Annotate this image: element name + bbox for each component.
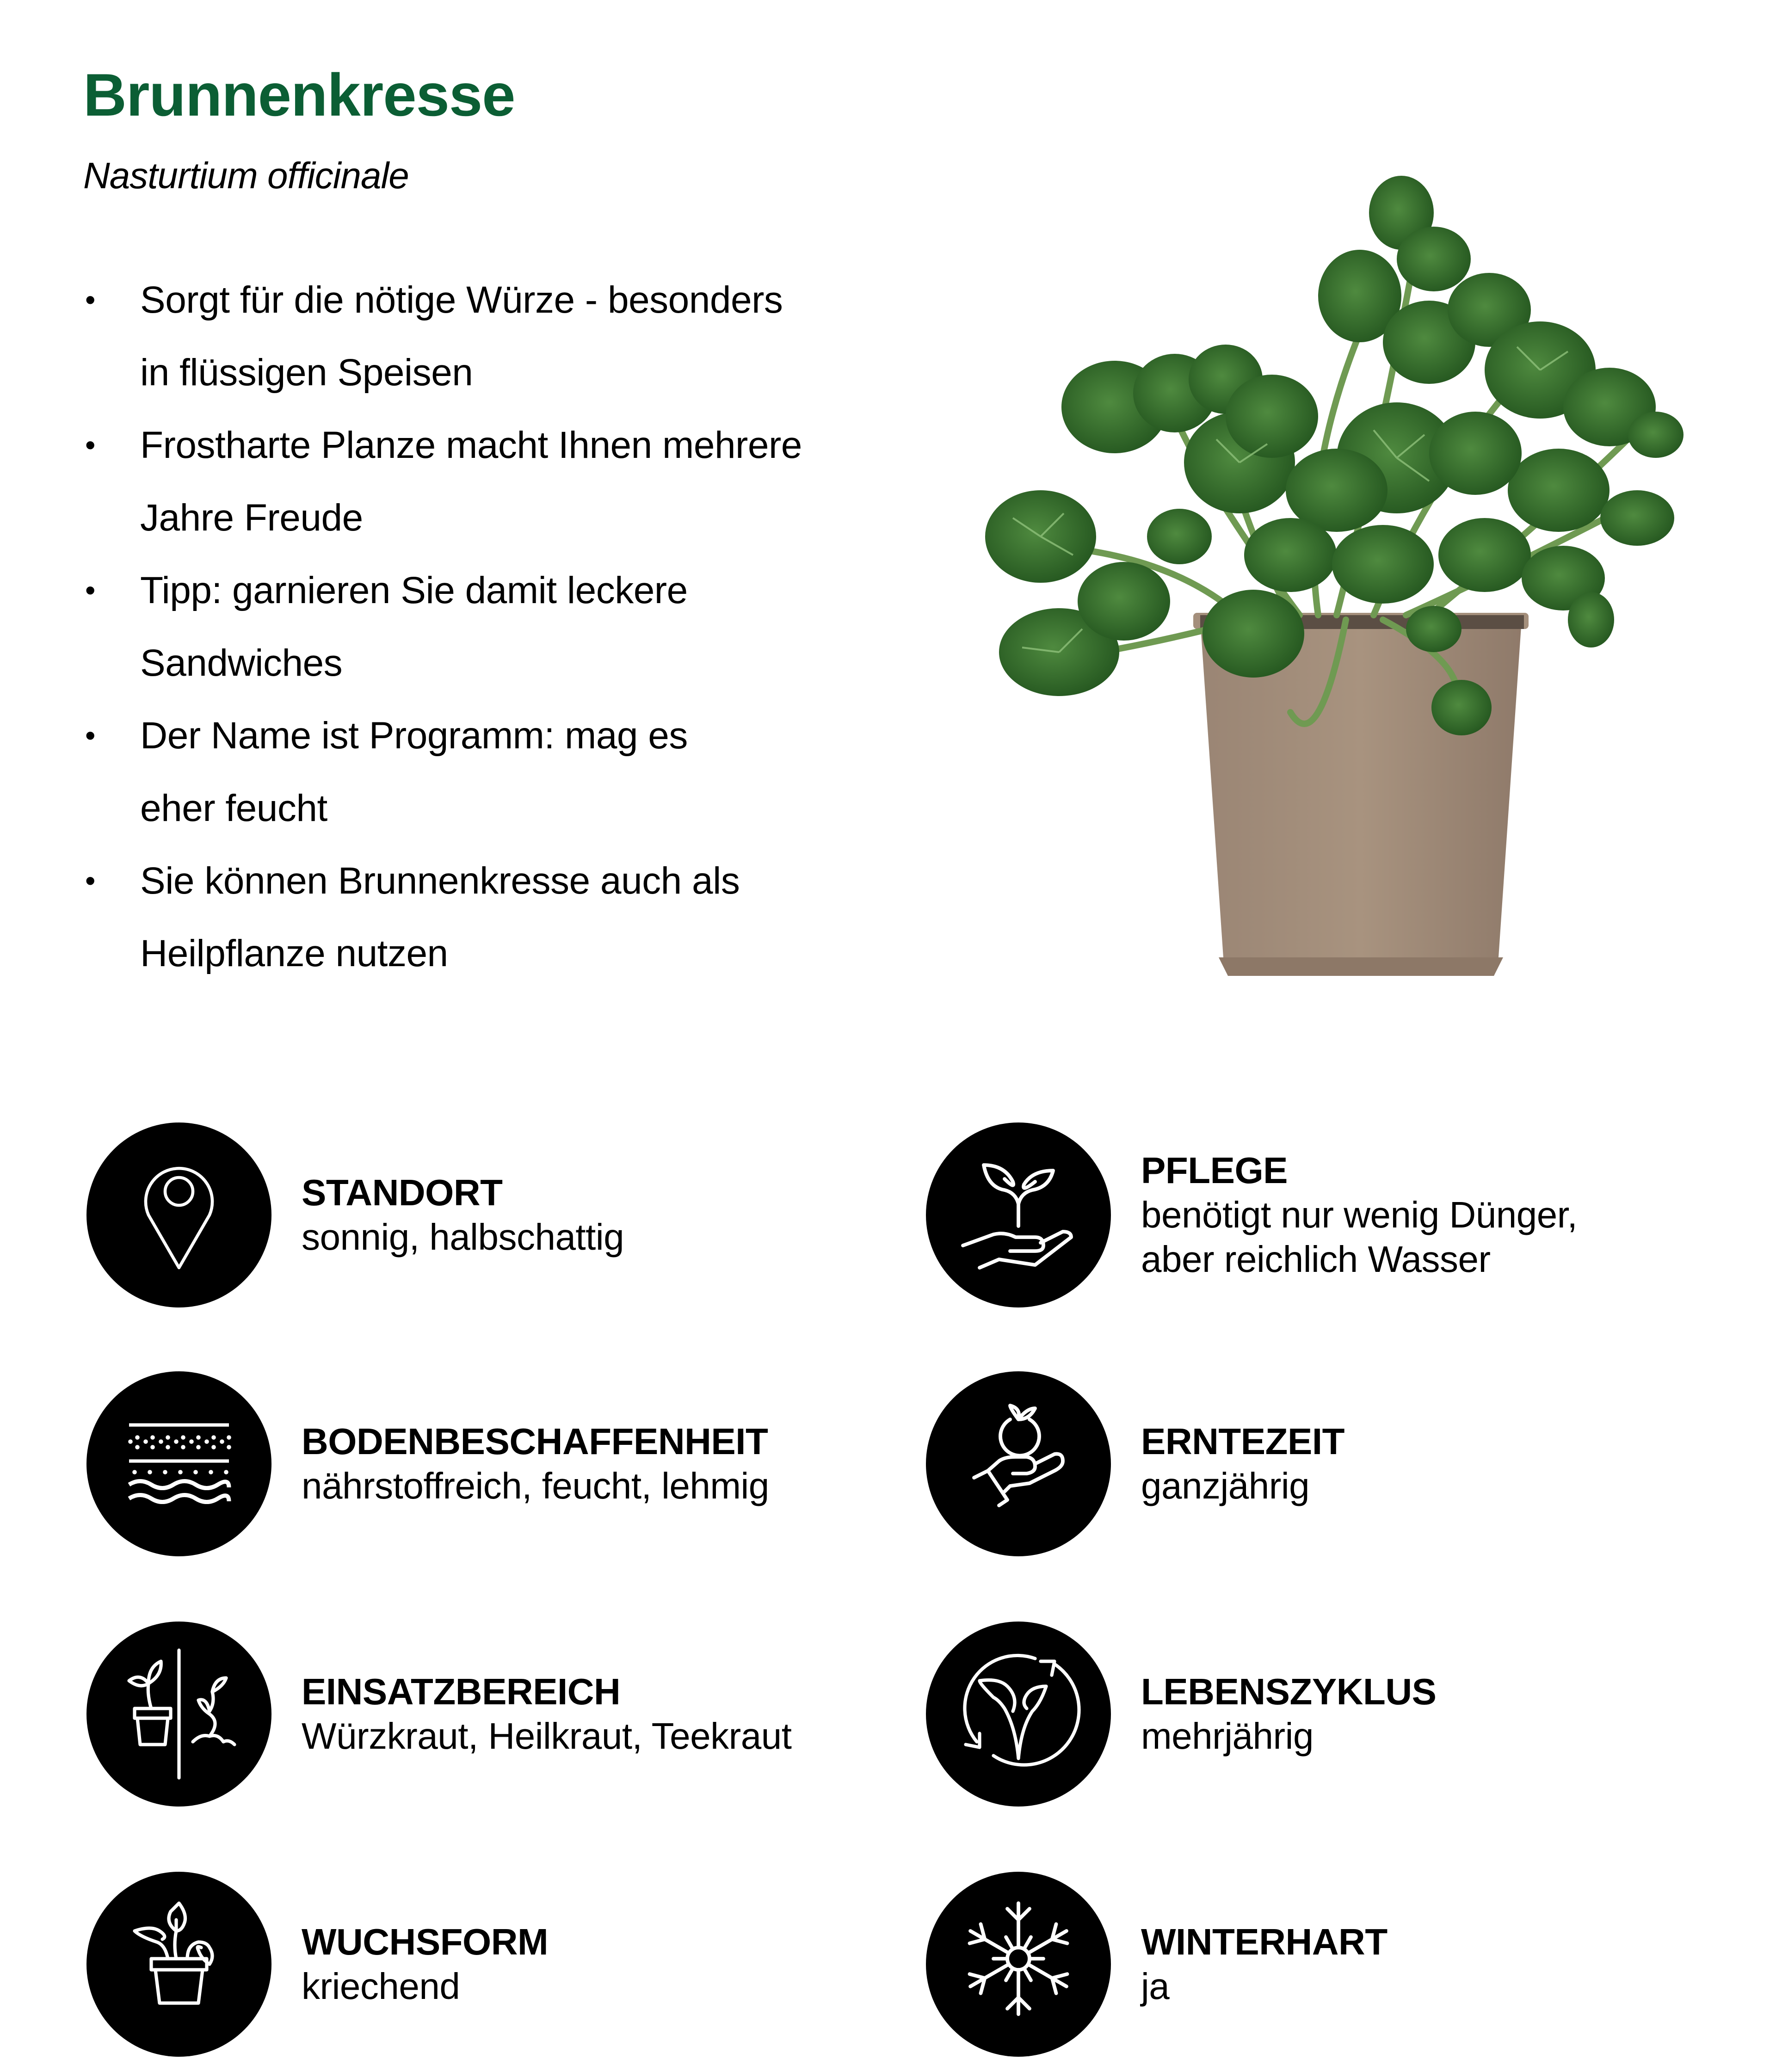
lifecycle-sprout-icon xyxy=(926,1622,1111,1807)
bullet-item-continuation: Sandwiches xyxy=(140,642,343,684)
feature-heading: WINTERHART xyxy=(1141,1921,1388,1962)
feature-lebenszyklus xyxy=(926,1622,1712,1807)
latin-name: Nasturtium officinale xyxy=(83,155,409,196)
feature-bullet-list xyxy=(83,264,870,990)
feature-heading: ERNTEZEIT xyxy=(1141,1421,1344,1462)
feature-bodenbeschaffenheit xyxy=(86,1371,873,1556)
feature-standort xyxy=(86,1122,873,1307)
bullet-item: • Der Name ist Programm: mag es xyxy=(83,699,870,772)
feature-value-line2: aber reichlich Wasser xyxy=(1141,1239,1491,1280)
bullet-dot-icon: • xyxy=(85,283,95,316)
product-title: Brunnenkresse xyxy=(83,61,515,129)
bullet-dot-icon: • xyxy=(85,719,95,752)
feature-heading: WUCHSFORM xyxy=(302,1921,549,1962)
bullet-item-continuation: eher feucht xyxy=(140,787,327,829)
bullet-item-continuation: in flüssigen Speisen xyxy=(140,352,473,394)
feature-value: kriechend xyxy=(302,1966,460,2007)
feature-heading: BODENBESCHAFFENHEIT xyxy=(302,1421,768,1462)
potted-plant-icon xyxy=(86,1872,271,2057)
bullet-dot-icon: • xyxy=(85,574,95,607)
feature-erntezeit xyxy=(926,1371,1712,1556)
bullet-item-continuation: Jahre Freude xyxy=(140,497,363,539)
feature-value: ganzjährig xyxy=(1141,1465,1310,1506)
hand-fruit-icon xyxy=(926,1371,1111,1556)
feature-heading: LEBENSZYKLUS xyxy=(1141,1671,1437,1712)
feature-value: nährstoffreich, feucht, lehmig xyxy=(302,1465,769,1506)
feature-value: sonnig, halbschattig xyxy=(302,1216,624,1258)
bullet-dot-icon: • xyxy=(85,428,95,462)
feature-heading: EINSATZBEREICH xyxy=(302,1671,621,1712)
feature-value: ja xyxy=(1141,1966,1170,2007)
snowflake-icon xyxy=(926,1872,1111,2057)
feature-wuchsform xyxy=(86,1872,873,2057)
feature-heading: STANDORT xyxy=(302,1172,503,1213)
bullet-item: • Frostharte Planze macht Ihnen mehrere xyxy=(83,409,870,481)
feature-value: mehrjährig xyxy=(1141,1715,1314,1757)
feature-value: benötigt nur wenig Dünger, xyxy=(1141,1194,1578,1235)
feature-pflege xyxy=(926,1122,1712,1307)
bullet-item: • Tipp: garnieren Sie damit leckere xyxy=(83,554,870,627)
bullet-item-continuation: Heilpflanze nutzen xyxy=(140,932,448,974)
pot-and-ground-plant-icon xyxy=(86,1622,271,1807)
product-image xyxy=(967,157,1716,985)
map-pin-icon xyxy=(86,1122,271,1307)
feature-einsatzbereich xyxy=(86,1622,873,1807)
hand-seedling-icon xyxy=(926,1122,1111,1307)
feature-winterhart xyxy=(926,1872,1712,2057)
bullet-dot-icon: • xyxy=(85,864,95,897)
soil-layers-icon xyxy=(86,1371,271,1556)
feature-heading: PFLEGE xyxy=(1141,1150,1288,1191)
bullet-item: • Sorgt für die nötige Würze - besonders xyxy=(83,264,870,336)
bullet-item: • Sie können Brunnenkresse auch als xyxy=(83,845,870,917)
feature-value: Würzkraut, Heilkraut, Teekraut xyxy=(302,1715,792,1757)
